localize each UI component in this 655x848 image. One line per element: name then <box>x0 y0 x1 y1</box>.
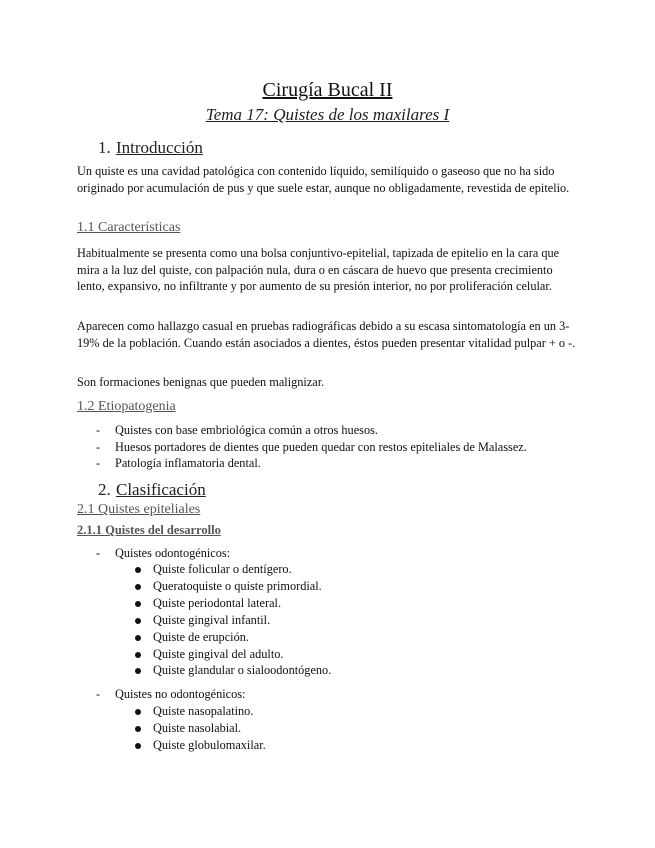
bullet-icon <box>135 709 141 715</box>
heading-quistes-epiteliales: 2.1 Quistes epiteliales <box>77 502 201 517</box>
group-label: Quistes no odontogénicos: <box>115 687 246 701</box>
list-item: Quiste periodontal lateral. <box>134 595 331 612</box>
list-item: - Huesos portadores de dientes que pueden quedar con restos epiteliales de Malassez. <box>96 439 527 454</box>
bullet-icon <box>135 743 141 749</box>
no-odontogenicos-list <box>134 703 266 754</box>
list-item: - Patología inflamatoria dental. <box>96 456 261 471</box>
heading-quistes-desarrollo: 2.1.1 Quistes del desarrollo <box>77 523 221 537</box>
bullet-icon <box>135 584 141 590</box>
etiopatogenia-list <box>96 422 527 472</box>
list-item: Quiste gingival del adulto. <box>134 646 331 663</box>
bullet-icon <box>135 652 141 658</box>
caracteristicas-paragraph-3: Son formaciones benignas que pueden malignizar. <box>77 375 325 389</box>
bullet-icon <box>135 601 141 607</box>
heading-number: 1. <box>98 138 111 157</box>
caracteristicas-paragraph-2: Aparecen como hallazgo casual en pruebas radiográficas debido a su escasa sintomatología en un 3-19% de la población. Cuando están asociados a dientes, éstos pueden presentar vitalidad pulpar + o -. <box>77 319 576 350</box>
list-item: Quiste nasopalatino. <box>134 703 266 720</box>
group-label: Quistes odontogénicos: <box>115 546 231 560</box>
document-subtitle: Tema 17: Quistes de los maxilares I <box>205 105 450 124</box>
list-item: Quiste nasolabial. <box>134 720 266 737</box>
bullet-icon <box>135 567 141 573</box>
list-item: Quiste globulomaxilar. <box>134 737 266 754</box>
bullet-icon <box>135 726 141 732</box>
heading-caracteristicas: 1.1 Características <box>77 220 181 235</box>
bullet-icon <box>135 668 141 674</box>
heading-text: Introducción <box>116 138 203 157</box>
list-item: Queratoquiste o quiste primordial. <box>134 578 331 595</box>
list-item: Quiste glandular o sialoodontógeno. <box>134 662 331 679</box>
document-page: Cirugía Bucal II Tema 17: Quistes de los maxilares I 1. Introducción Un quiste es una cavidad patológica con contenido líquido, semilíquido o gaseoso que no ha sido originado por acumulación de pus y que suele estar, aunque no obligadamente, revestida de epitelio. 1.1 Características Habitualmente se presenta como una bolsa conjuntivo-epitelial, tapizada de epitelio en la cara que mira a la luz del quiste, con palpación nula, dura o en cáscara de huevo que presenta crecimiento lento, expansivo, no infiltrante y por aumento de su presión interior, no por proliferación celular. Aparecen como hallazgo casual en pruebas radiográficas debido a su escasa sintomatología en un 3-19% de la población. Cuando están asociados a dientes, éstos pueden presentar vitalidad pulpar + o -. Son formaciones benignas que pueden malignizar. 1.2 Etiopatogenia - Quistes con base embriológica común a otros huesos. - Huesos portadores de dientes que pueden quedar con restos epiteliales de Malassez. - Patología inflamatoria dental. 2. Clasificación 2.1 Quistes epiteliales 2.1.1 Quistes del desarrollo - Quistes odontogénicos: Quiste folicular o dentígero. Queratoquiste o quiste primordial. Quiste periodontal lateral. Quiste gingival infantil. Quiste de erupción. Quiste gingival del adulto. Quiste glandular o sialoodontógeno. - Quistes no odontogénicos: Quiste nasopalatino. Quiste nasolabial. Quiste globulomaxilar. <box>0 0 655 848</box>
list-item: Quiste gingival infantil. <box>134 612 331 629</box>
heading-number: 2. <box>98 480 111 499</box>
bullet-icon <box>135 635 141 641</box>
list-item: - Quistes con base embriológica común a otros huesos. <box>96 423 378 437</box>
caracteristicas-paragraph-1: Habitualmente se presenta como una bolsa conjuntivo-epitelial, tapizada de epitelio en la cara que mira a la luz del quiste, con palpación nula, dura o en cáscara de huevo que presenta crecimiento lento, expansivo, no infiltrante y por aumento de su presión interior, no por proliferación celular. <box>77 246 560 294</box>
intro-paragraph: Un quiste es una cavidad patológica con contenido líquido, semilíquido o gaseoso que no ha sido originado por acumulación de pus y que suele estar, aunque no obligadamente, revestida de epitelio. <box>77 164 570 195</box>
heading-etiopatogenia: 1.2 Etiopatogenia <box>77 399 176 414</box>
document-title: Cirugía Bucal II <box>262 79 393 101</box>
list-item: Quiste folicular o dentígero. <box>134 561 331 578</box>
list-item: Quiste de erupción. <box>134 629 331 646</box>
heading-text: Clasificación <box>116 480 206 499</box>
bullet-icon <box>135 618 141 624</box>
odontogenicos-list <box>134 561 331 679</box>
